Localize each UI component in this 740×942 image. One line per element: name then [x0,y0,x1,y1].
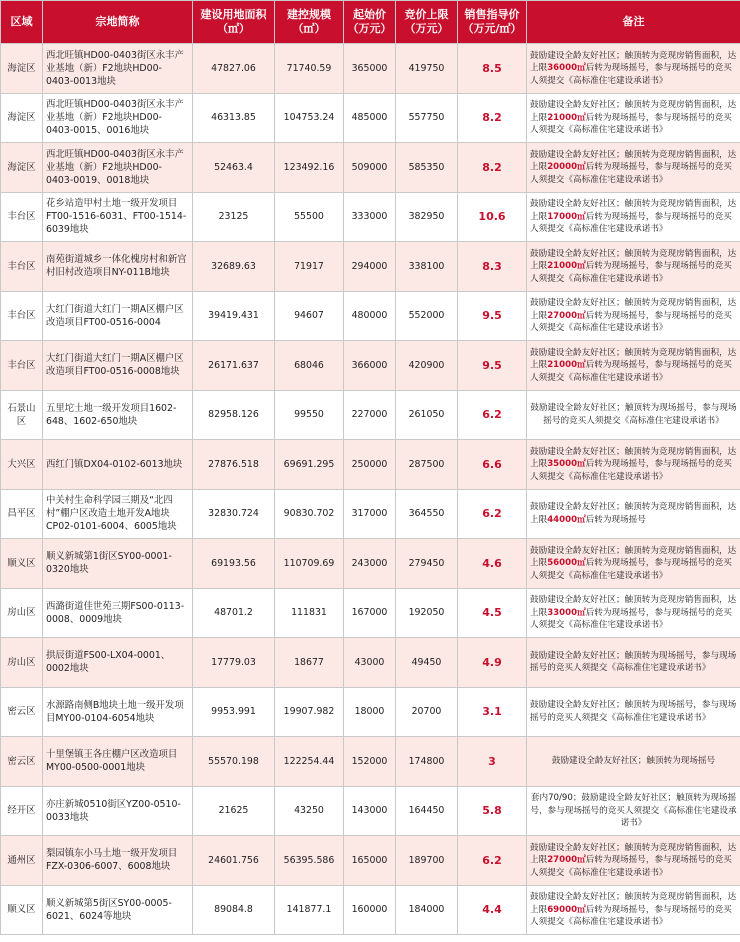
remark-text-tail: 后转为现场摇号，参与现场摇号的竞买人须提交《高标准住宅建设承诺书》 [530,162,732,185]
build-scale-cell: 18677 [275,638,344,688]
guide-price-cell: 4.4 [458,885,527,935]
table-row [1,687,740,737]
district-cell: 昌平区 [1,489,43,539]
plot-name-cell: 拱辰街道FS00-LX04-0001、0002地块 [43,638,193,688]
land-area-cell: 24601.756 [193,836,275,886]
price-cap-cell: 20700 [396,687,458,737]
remark-cell [527,390,740,440]
plot-name-cell: 水源路南侧B地块土地一级开发项目MY00-0104-6054地块 [43,687,193,737]
district-cell: 丰台区 [1,192,43,242]
remark-text-tail: 后转为现场摇号，参与现场摇号的竞买人须提交《高标准住宅建设承诺书》 [530,63,732,86]
remark-text: 鼓励建设全龄友好社区；触顶转为竞现房销售面积，达上限 [530,892,737,915]
header-price-cap: 竞价上限（万元） [396,1,458,44]
start-price-cell: 317000 [344,489,396,539]
remark-area-limit: 56000㎡ [547,558,586,568]
price-cap-cell: 49450 [396,638,458,688]
build-scale-cell: 55500 [275,192,344,242]
table-row [1,588,740,638]
remark-text-tail: 后转为现场摇号，参与现场摇号的竞买人须提交《高标准住宅建设承诺书》 [530,855,732,878]
plot-name-cell: 南苑街道城乡一体化槐房村和新宫村旧村改造项目NY-011B地块 [43,242,193,292]
remark-text: 鼓励建设全龄友好社区；触顶转为竞现房销售面积，达上限 [530,446,737,469]
guide-price-cell: 9.5 [458,291,527,341]
table-row [1,143,740,193]
price-cap-cell: 585350 [396,143,458,193]
remark-text: 鼓励建设全龄友好社区；触顶转为竞现房销售面积，达上限 [530,842,737,865]
header-remark: 备注 [527,1,740,44]
price-cap-cell: 419750 [396,44,458,94]
guide-price-cell: 6.2 [458,489,527,539]
price-cap-cell: 192050 [396,588,458,638]
land-area-cell: 32830.724 [193,489,275,539]
remark-cell [527,539,740,589]
build-scale-cell: 104753.24 [275,93,344,143]
header-guide-price: 销售指导价（万元/㎡） [458,1,527,44]
header-start-price: 起始价（万元） [344,1,396,44]
start-price-cell: 43000 [344,638,396,688]
price-cap-cell: 189700 [396,836,458,886]
remark-text: 鼓励建设全龄友好社区；触顶转为现场摇号，参与现场摇号的竞买人须提交《高标准住宅建设承诺书》 [530,650,737,674]
remark-cell [527,737,740,787]
remark-area-limit: 27000㎡ [547,310,586,321]
land-area-cell: 82958.126 [193,390,275,440]
land-area-cell: 55570.198 [193,737,275,787]
guide-price-cell: 10.6 [458,192,527,242]
remark-area-limit: 35000㎡ [547,459,586,469]
district-cell: 通州区 [1,836,43,886]
table-row [1,489,740,539]
start-price-cell: 152000 [344,737,396,787]
remark-area-limit: 21000㎡ [547,261,586,271]
table-row [1,44,740,94]
remark-cell [527,143,740,193]
header-row [1,1,740,44]
start-price-cell: 160000 [344,885,396,935]
district-cell: 海淀区 [1,143,43,193]
table-row [1,638,740,688]
price-cap-cell: 338100 [396,242,458,292]
district-cell: 丰台区 [1,242,43,292]
start-price-cell: 365000 [344,44,396,94]
guide-price-cell: 5.8 [458,786,527,836]
start-price-cell: 165000 [344,836,396,886]
remark-text-tail: 后转为现场摇号，参与现场摇号的竞买人须提交《高标准住宅建设承诺书》 [530,211,732,234]
header-scale: 建控规模（㎡） [275,1,344,44]
plot-name-cell: 十里堡镇王各庄棚户区改造项目MY00-0500-0001地块 [43,737,193,787]
land-area-cell: 9953.991 [193,687,275,737]
guide-price-cell: 8.5 [458,44,527,94]
plot-name-cell: 大红门街道大红门一期A区棚户区改造项目FT00-0516-0004 [43,291,193,341]
guide-price-cell: 3 [458,737,527,787]
build-scale-cell: 71740.59 [275,44,344,94]
land-area-cell: 32689.63 [193,242,275,292]
table-row [1,390,740,440]
guide-price-cell: 6.2 [458,836,527,886]
price-cap-cell: 261050 [396,390,458,440]
start-price-cell: 294000 [344,242,396,292]
remark-text: 鼓励建设全龄友好社区；触顶转为现场摇号，参与现场摇号的竞买人须提交《高标准住宅建设承诺书》 [530,700,737,723]
start-price-cell: 243000 [344,539,396,589]
remark-text: 鼓励建设全龄友好社区；触顶转为竞现房销售面积，达上限 [530,545,737,568]
price-cap-cell: 382950 [396,192,458,242]
remark-text-tail: 后转为现场摇号，参与现场摇号的竞买人须提交《高标准住宅建设承诺书》 [530,558,732,581]
guide-price-cell: 8.3 [458,242,527,292]
remark-cell [527,885,740,935]
remark-area-limit: 69000㎡ [547,904,586,915]
plot-name-cell: 梨园镇东小马土地一级开发项目FZX-0306-6007、6008地块 [43,836,193,886]
build-scale-cell: 111831 [275,588,344,638]
remark-cell [527,93,740,143]
remark-area-limit: 21000㎡ [547,112,586,123]
table-row [1,737,740,787]
guide-price-cell: 6.6 [458,440,527,490]
plot-name-cell: 西潞街道佳世苑三期FS00-0113-0008、0009地块 [43,588,193,638]
remark-cell [527,341,740,391]
district-cell: 石景山区 [1,390,43,440]
remark-cell [527,440,740,490]
plot-name-cell: 西北旺镇HD00-0403街区永丰产业基地（新）F2地块HD00-0403-0015、0016地块 [43,93,193,143]
start-price-cell: 333000 [344,192,396,242]
guide-price-cell: 6.2 [458,390,527,440]
build-scale-cell: 99550 [275,390,344,440]
price-cap-cell: 287500 [396,440,458,490]
start-price-cell: 485000 [344,93,396,143]
build-scale-cell: 141877.1 [275,885,344,935]
remark-text-tail: 后转为现场摇号，参与现场摇号的竞买人须提交《高标准住宅建设承诺书》 [530,112,732,135]
remark-cell [527,836,740,886]
start-price-cell: 227000 [344,390,396,440]
district-cell: 丰台区 [1,341,43,391]
remark-cell [527,786,740,836]
remark-text-tail: 后转为现场摇号，参与现场摇号的竞买人须提交《高标准住宅建设承诺书》 [530,310,732,333]
table-row [1,291,740,341]
remark-area-limit: 20000㎡ [547,162,586,172]
remark-cell [527,242,740,292]
start-price-cell: 250000 [344,440,396,490]
land-area-cell: 23125 [193,192,275,242]
district-cell: 丰台区 [1,291,43,341]
build-scale-cell: 94607 [275,291,344,341]
remark-area-limit: 27000㎡ [547,855,586,865]
guide-price-cell: 4.6 [458,539,527,589]
table-body [1,44,740,935]
land-area-cell: 39419.431 [193,291,275,341]
district-cell: 海淀区 [1,93,43,143]
table-row [1,440,740,490]
build-scale-cell: 19907.982 [275,687,344,737]
build-scale-cell: 56395.586 [275,836,344,886]
guide-price-cell: 8.2 [458,93,527,143]
remark-text: 鼓励建设全龄友好社区；触顶转为现场摇号，参与现场摇号的竞买人须提交《高标准住宅建设承诺书》 [530,403,737,426]
remark-text-tail: 后转为现场摇号，参与现场摇号的竞买人须提交《高标准住宅建设承诺书》 [530,607,732,630]
start-price-cell: 509000 [344,143,396,193]
plot-name-cell: 花乡站造甲村土地一级开发项目FT00-1516-6031、FT00-1514-6039地块 [43,192,193,242]
remark-cell [527,192,740,242]
remark-cell [527,638,740,688]
remark-area-limit: 33000㎡ [547,607,586,618]
district-cell: 经开区 [1,786,43,836]
header-district: 区域 [1,1,43,44]
land-area-cell: 46313.85 [193,93,275,143]
plot-name-cell: 西红门镇DX04-0102-6013地块 [43,440,193,490]
price-cap-cell: 164450 [396,786,458,836]
table-row [1,341,740,391]
remark-text: 鼓励建设全龄友好社区；触顶转为竞现房销售面积，达上限 [530,502,737,525]
remark-area-limit: 44000㎡ [547,514,586,525]
plot-name-cell: 顺义新城第1街区SY00-0001-0320地块 [43,539,193,589]
land-area-cell: 69193.56 [193,539,275,589]
table-row [1,885,740,935]
land-area-cell: 52463.4 [193,143,275,193]
remark-area-limit: 36000㎡ [547,63,586,73]
table-row [1,539,740,589]
build-scale-cell: 43250 [275,786,344,836]
price-cap-cell: 184000 [396,885,458,935]
district-cell: 海淀区 [1,44,43,94]
remark-cell [527,291,740,341]
price-cap-cell: 279450 [396,539,458,589]
build-scale-cell: 71917 [275,242,344,292]
price-cap-cell: 420900 [396,341,458,391]
land-area-cell: 89084.8 [193,885,275,935]
remark-text: 鼓励建设全龄友好社区；触顶转为竞现房销售面积，达上限 [530,298,737,321]
district-cell: 房山区 [1,588,43,638]
table-row [1,93,740,143]
price-cap-cell: 174800 [396,737,458,787]
remark-text: 鼓励建设全龄友好社区；触顶转为竞现房销售面积，达上限 [530,199,737,222]
start-price-cell: 480000 [344,291,396,341]
district-cell: 大兴区 [1,440,43,490]
remark-text: 鼓励建设全龄友好社区；触顶转为竞现房销售面积，达上限 [530,248,737,271]
district-cell: 密云区 [1,737,43,787]
guide-price-cell: 9.5 [458,341,527,391]
plot-name-cell: 大红门街道大红门一期A区棚户区改造项目FT00-0516-0008地块 [43,341,193,391]
build-scale-cell: 69691.295 [275,440,344,490]
remark-text-tail: 后转为现场摇号 [585,514,646,525]
remark-text: 鼓励建设全龄友好社区；触顶转为竞现房销售面积，达上限 [530,149,737,172]
build-scale-cell: 110709.69 [275,539,344,589]
district-cell: 顺义区 [1,885,43,935]
district-cell: 密云区 [1,687,43,737]
remark-text-tail: 后转为现场摇号，参与现场摇号的竞买人须提交《高标准住宅建设承诺书》 [530,261,732,284]
build-scale-cell: 123492.16 [275,143,344,193]
guide-price-cell: 4.5 [458,588,527,638]
remark-text-tail: 后转为现场摇号，参与现场摇号的竞买人须提交《高标准住宅建设承诺书》 [530,360,732,383]
plot-name-cell: 中关村生命科学园三期及“北四村”棚户区改造土地开发A地块CP02-0101-6004、6005地块 [43,489,193,539]
price-cap-cell: 557750 [396,93,458,143]
header-area: 建设用地面积（㎡） [193,1,275,44]
district-cell: 顺义区 [1,539,43,589]
build-scale-cell: 122254.44 [275,737,344,787]
land-area-cell: 47827.06 [193,44,275,94]
remark-cell [527,44,740,94]
start-price-cell: 366000 [344,341,396,391]
remark-cell [527,687,740,737]
guide-price-cell: 4.9 [458,638,527,688]
land-area-cell: 17779.03 [193,638,275,688]
remark-area-limit: 17000㎡ [547,211,586,222]
start-price-cell: 167000 [344,588,396,638]
remark-text: 鼓励建设全龄友好社区；触顶转为现场摇号 [551,756,716,766]
plot-name-cell: 亦庄新城0510街区YZ00-0510-0033地块 [43,786,193,836]
plot-name-cell: 西北旺镇HD00-0403街区永丰产业基地（新）F2地块HD00-0403-0019、0018地块 [43,143,193,193]
plot-name-cell: 顺义新城第5街区SY00-0005-6021、6024等地块 [43,885,193,935]
remark-cell [527,588,740,638]
price-cap-cell: 552000 [396,291,458,341]
remark-text: 鼓励建设全龄友好社区；触顶转为竞现房销售面积，达上限 [530,347,737,370]
header-plot: 宗地简称 [43,1,193,44]
build-scale-cell: 68046 [275,341,344,391]
table-row [1,786,740,836]
build-scale-cell: 90830.702 [275,489,344,539]
guide-price-cell: 3.1 [458,687,527,737]
land-area-cell: 48701.2 [193,588,275,638]
remark-text: 鼓励建设全龄友好社区；触顶转为竞现房销售面积，达上限 [530,595,737,618]
start-price-cell: 18000 [344,687,396,737]
table-row [1,192,740,242]
land-area-cell: 26171.637 [193,341,275,391]
land-area-cell: 21625 [193,786,275,836]
table-row [1,242,740,292]
remark-cell [527,489,740,539]
remark-text: 鼓励建设全龄友好社区；触顶转为竞现房销售面积，达上限 [530,100,737,123]
remark-text-tail: 后转为现场摇号，参与现场摇号的竞买人须提交《高标准住宅建设承诺书》 [530,459,732,482]
remark-text-tail: 后转为现场摇号，参与现场摇号的竞买人须提交《高标准住宅建设承诺书》 [530,904,732,927]
land-area-cell: 27876.518 [193,440,275,490]
start-price-cell: 143000 [344,786,396,836]
remark-area-limit: 21000㎡ [547,360,586,370]
guide-price-cell: 8.2 [458,143,527,193]
plot-name-cell: 五里坨土地一级开发项目1602-648、1602-650地块 [43,390,193,440]
remark-text: 套内70/90；鼓励建设全龄友好社区；触顶转为现场摇号，参与现场摇号的竞买人须提交《高标准住宅建设承诺书》 [530,793,737,828]
price-cap-cell: 364550 [396,489,458,539]
district-cell: 房山区 [1,638,43,688]
table-row [1,836,740,886]
plot-name-cell: 西北旺镇HD00-0403街区永丰产业基地（新）F2地块HD00-0403-0013地块 [43,44,193,94]
remark-text: 鼓励建设全龄友好社区；触顶转为竞现房销售面积，达上限 [530,50,737,73]
